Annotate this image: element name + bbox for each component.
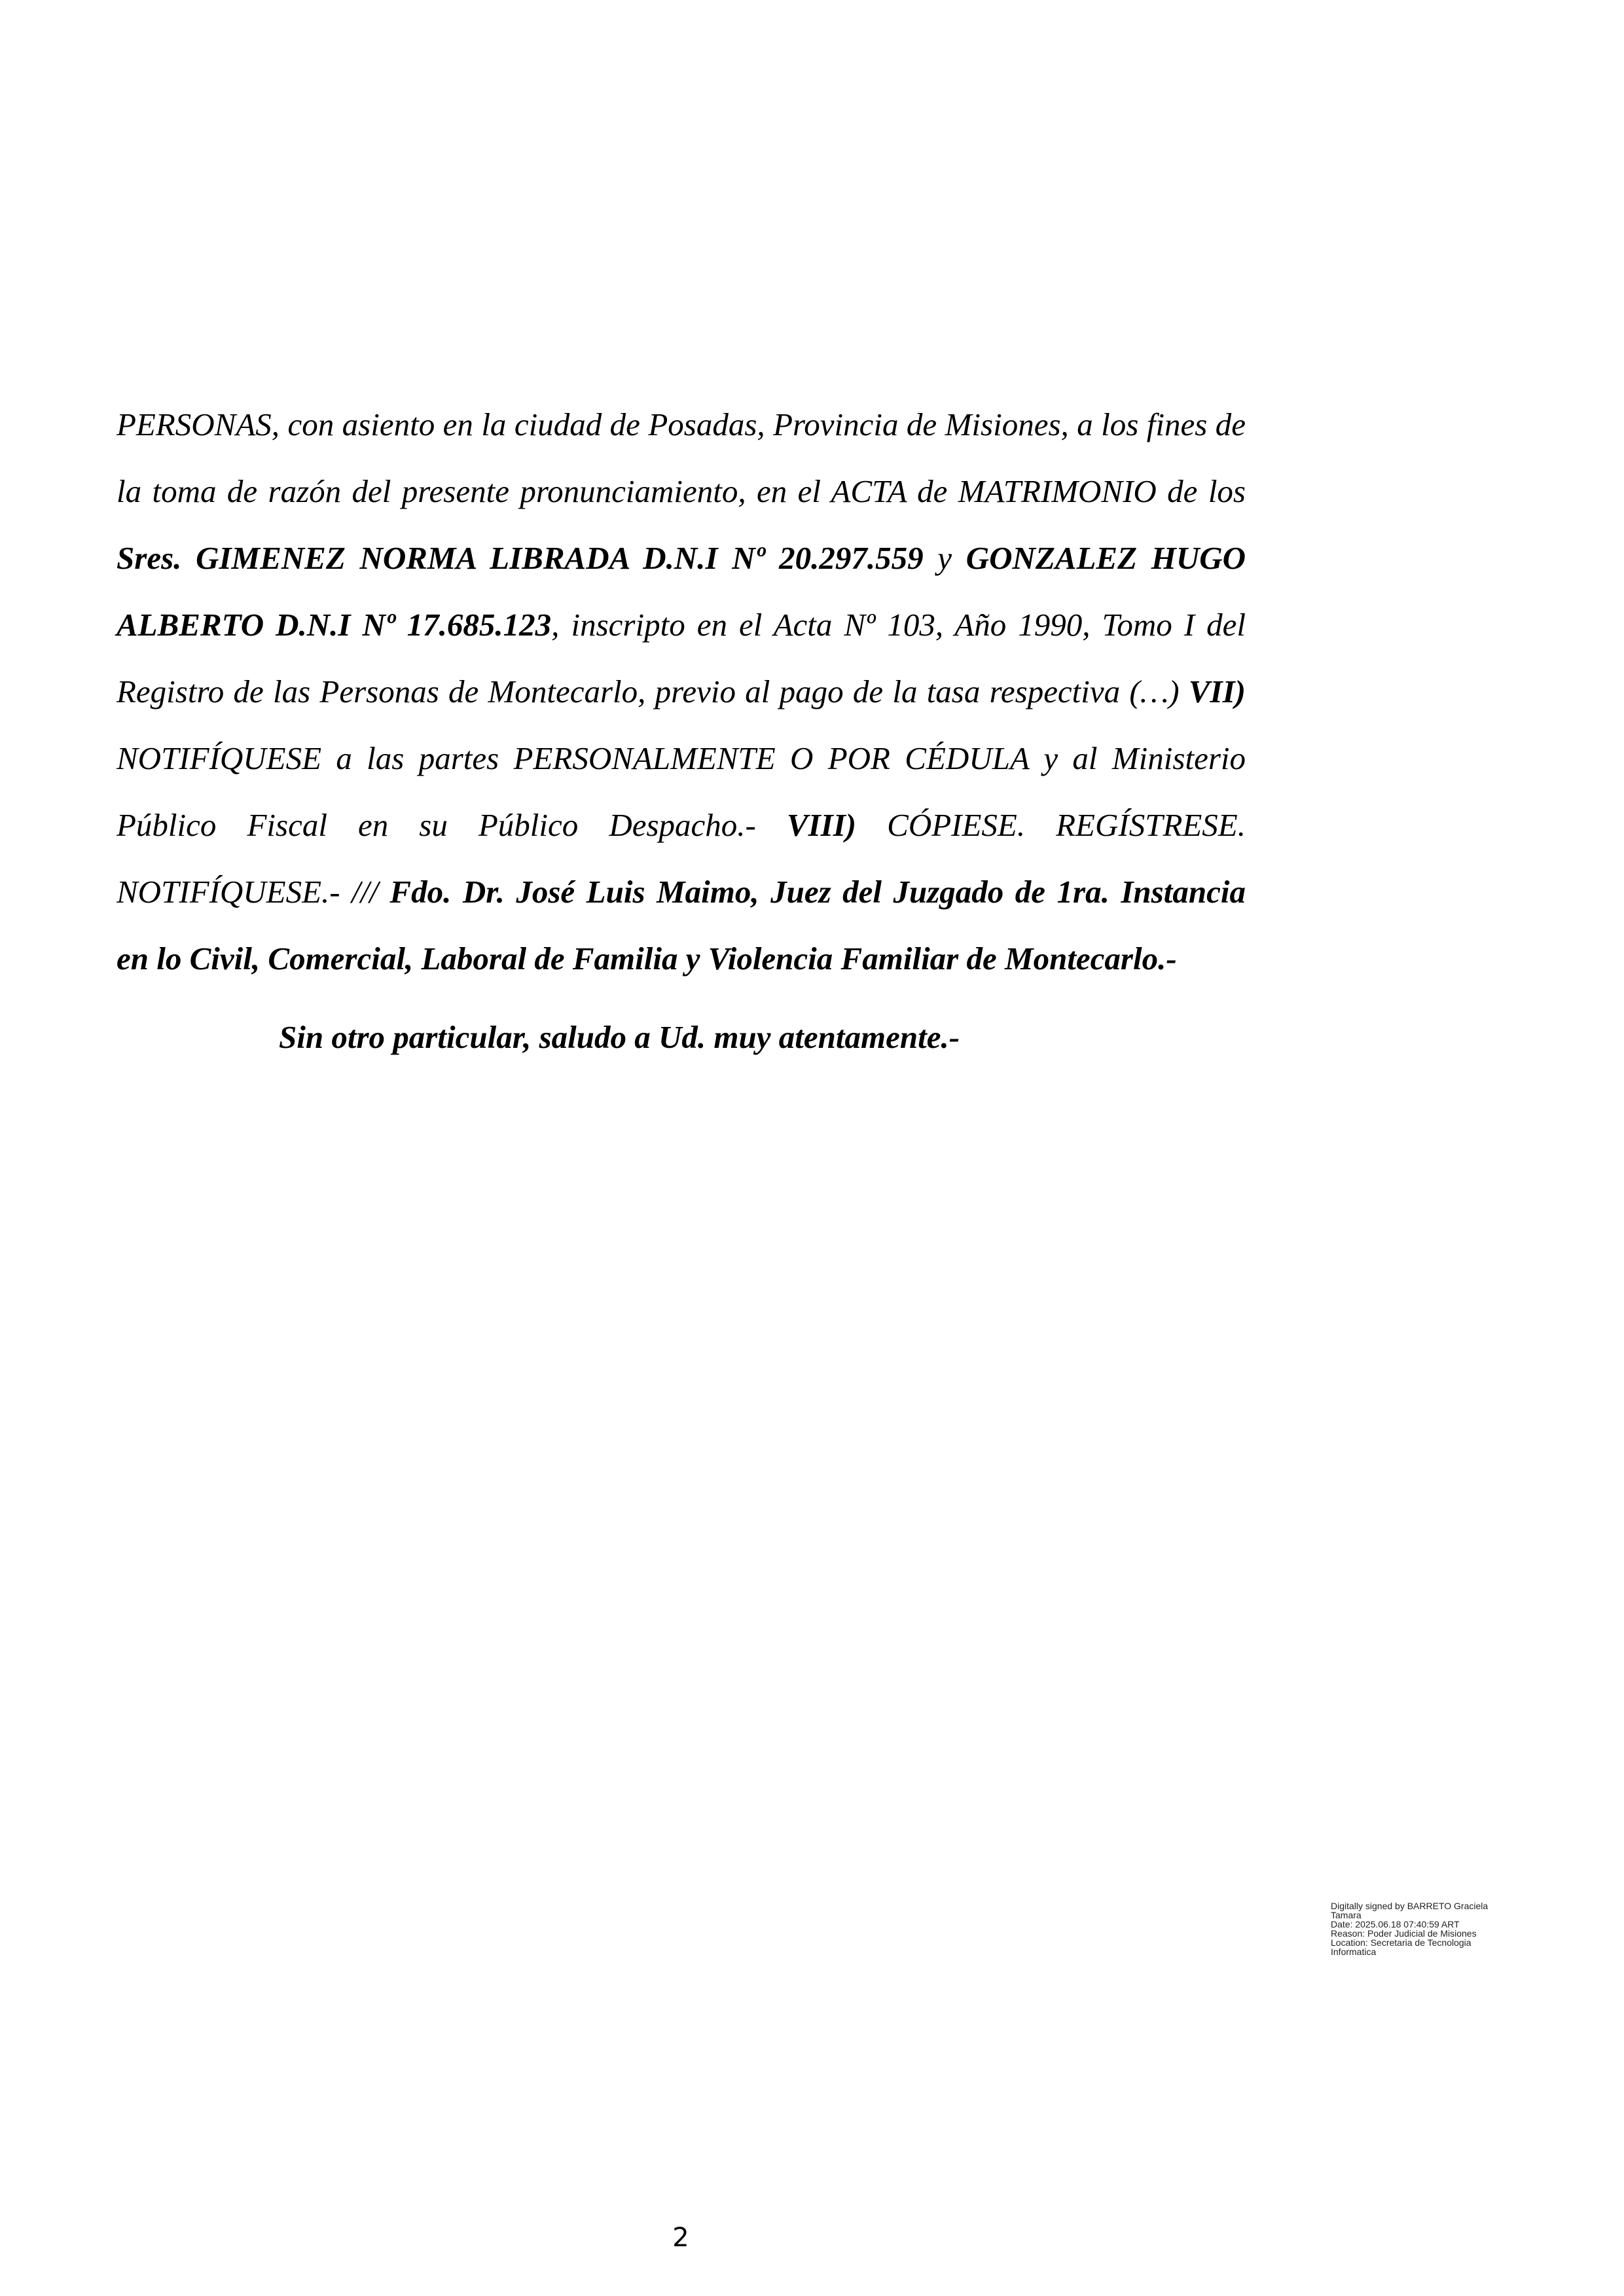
text-line: [117, 925, 1246, 992]
bold-text-run: Fdo. Dr. José Luis Maimo, Juez del Juzgado de 1ra. Instancia: [389, 874, 1246, 910]
text-line: [117, 658, 1246, 725]
text-line: [117, 458, 1246, 525]
text-line: [117, 859, 1246, 925]
signature-line: Date: 2025.06.18 07:40:59 ART: [1331, 1919, 1460, 1929]
text-line: [117, 525, 1246, 592]
text-line: [117, 725, 1246, 792]
bold-text-run: VII): [1188, 673, 1246, 709]
signature-line: Digitally signed by BARRETO Graciela: [1331, 1901, 1489, 1911]
signature-line: Reason: Poder Judicial de Misiones: [1331, 1928, 1477, 1939]
text-line: [117, 391, 1246, 458]
text-run: NOTIFÍQUESE a las partes PERSONALMENTE O POR CÉDULA y al Ministerio: [117, 740, 1246, 776]
page-number: 2: [672, 2223, 689, 2253]
signature-line: Informatica: [1331, 1946, 1377, 1957]
bold-text-run: GONZALEZ HUGO: [965, 540, 1246, 576]
text-run: y: [923, 540, 966, 576]
resolution-text: [117, 391, 1246, 992]
text-run: la toma de razón del presente pronunciamiento, en el ACTA de MATRIMONIO de los: [117, 473, 1246, 509]
digital-signature-stamp: [1331, 1901, 1553, 1956]
text-line: [117, 792, 1246, 859]
text-run: NOTIFÍQUESE.- ///: [117, 874, 390, 910]
bold-text-run: VIII): [786, 807, 857, 843]
bold-text-run: en lo Civil, Comercial, Laboral de Familia y Violencia Familiar de Montecarlo.-: [117, 941, 1177, 977]
bold-text-run: ALBERTO D.N.I Nº 17.685.123: [117, 607, 552, 643]
closing-salutation: Sin otro particular, saludo a Ud. muy atentamente.-: [279, 1019, 960, 1055]
signature-line: Tamara: [1331, 1910, 1362, 1920]
text-run: , inscripto en el Acta Nº 103, Año 1990, Tomo I del: [551, 607, 1246, 643]
bold-text-run: Sres. GIMENEZ NORMA LIBRADA D.N.I Nº 20.297.559: [117, 540, 924, 576]
text-line: [117, 592, 1246, 658]
signature-line: Location: Secretaria de Tecnologia: [1331, 1937, 1471, 1948]
text-run: Registro de las Personas de Montecarlo, previo al pago de la tasa respectiva (…): [117, 673, 1189, 709]
text-run: Público Fiscal en su Público Despacho.-: [117, 807, 787, 843]
text-run: CÓPIESE. REGÍSTRESE.: [856, 807, 1246, 843]
text-run: PERSONAS, con asiento en la ciudad de Posadas, Provincia de Misiones, a los fines de: [117, 406, 1246, 442]
